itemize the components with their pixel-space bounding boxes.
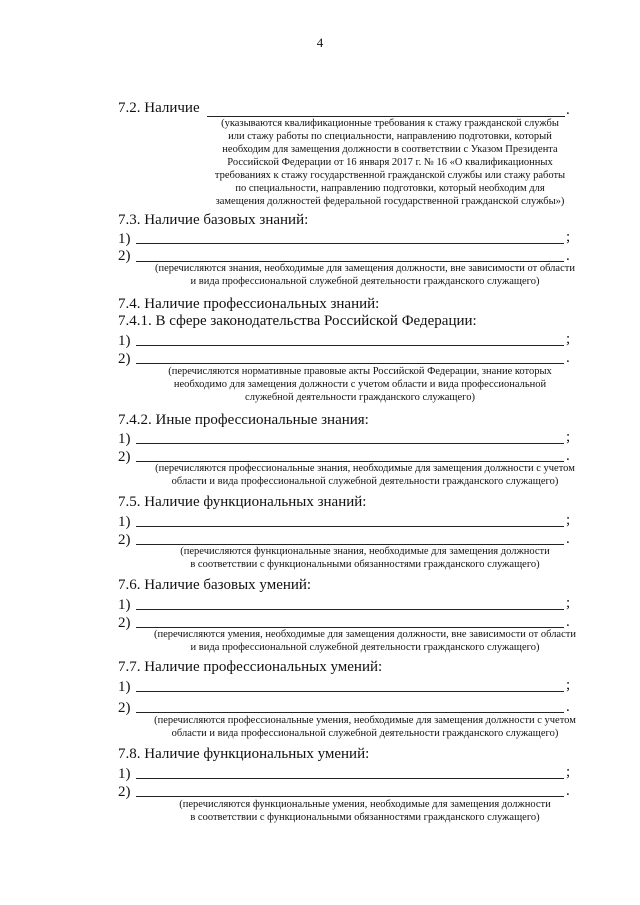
section-7-7-item-2-field[interactable]	[136, 712, 564, 713]
section-7-6-item-1-label: 1)	[118, 597, 131, 613]
section-7-7-note: (перечисляются профессиональные умения, необходимые для замещения должности с учетом области и вида профессиональной служебной деятельности гражданского служащего)	[154, 715, 576, 739]
section-7-8-item-2-label: 2)	[118, 784, 131, 800]
semicolon: ;	[566, 429, 571, 445]
period: .	[566, 350, 570, 366]
section-7-4-1-item-1-label: 1)	[118, 333, 131, 349]
section-7-7-item-1-field[interactable]	[136, 691, 564, 692]
section-7-2-heading: 7.2. Наличие	[118, 100, 200, 116]
section-7-4-2-item-2-label: 2)	[118, 449, 131, 465]
period: .	[566, 699, 570, 715]
section-7-3-item-2-label: 2)	[118, 248, 131, 264]
section-7-5-item-1-label: 1)	[118, 514, 131, 530]
section-7-7-heading: 7.7. Наличие профессиональных умений:	[118, 659, 383, 675]
section-7-2-period: .	[566, 102, 570, 118]
semicolon: ;	[566, 331, 571, 347]
section-7-4-1-item-1-field[interactable]	[136, 345, 564, 346]
section-7-5-item-1-field[interactable]	[136, 526, 564, 527]
section-7-4-1-item-2-field[interactable]	[136, 363, 564, 364]
period: .	[566, 614, 570, 630]
section-7-3-item-1-label: 1)	[118, 231, 131, 247]
section-7-7-item-2-label: 2)	[118, 700, 131, 716]
section-7-6-note: (перечисляются умения, необходимые для замещения должности, вне зависимости от области и вида профессиональной служебной деятельности гражданского служащего)	[154, 629, 576, 653]
section-7-6-item-2-label: 2)	[118, 615, 131, 631]
section-7-5-heading: 7.5. Наличие функциональных знаний:	[118, 494, 367, 510]
section-7-4-2-note: (перечисляются профессиональные знания, необходимые для замещения должности с учетом области и вида профессиональной служебной деятельности гражданского служащего)	[155, 463, 575, 487]
period: .	[566, 248, 570, 264]
section-7-3-item-1-field[interactable]	[136, 243, 564, 244]
section-7-8-item-1-label: 1)	[118, 766, 131, 782]
section-7-3-heading: 7.3. Наличие базовых знаний:	[118, 212, 309, 228]
section-7-8-item-1-field[interactable]	[136, 778, 564, 779]
semicolon: ;	[566, 764, 571, 780]
semicolon: ;	[566, 595, 571, 611]
section-7-4-2-item-1-field[interactable]	[136, 443, 564, 444]
section-7-4-2-heading: 7.4.2. Иные профессиональные знания:	[118, 412, 369, 428]
section-7-4-1-item-2-label: 2)	[118, 351, 131, 367]
section-7-4-heading: 7.4. Наличие профессиональных знаний:	[118, 296, 380, 312]
section-7-7-item-1-label: 1)	[118, 679, 131, 695]
period: .	[566, 783, 570, 799]
section-7-4-1-note: (перечисляются нормативные правовые акты Российской Федерации, знание которых необходимо для замещения должности с учетом области и вида профессиональной служебной деятельности гражданского служащего)	[168, 366, 552, 403]
semicolon: ;	[566, 512, 571, 528]
section-7-4-1-heading: 7.4.1. В сфере законодательства Российской Федерации:	[118, 313, 477, 329]
period: .	[566, 448, 570, 464]
section-7-8-heading: 7.8. Наличие функциональных умений:	[118, 746, 370, 762]
period: .	[566, 531, 570, 547]
section-7-8-note: (перечисляются функциональные умения, необходимые для замещения должности в соответствии с функциональными обязанностями гражданского служащего)	[179, 799, 551, 823]
section-7-3-note: (перечисляются знания, необходимые для замещения должности, вне зависимости от области и вида профессиональной служебной деятельности гражданского служащего)	[155, 263, 575, 287]
semicolon: ;	[566, 229, 571, 245]
section-7-2-note: (указываются квалификационные требования к стажу гражданской службы или стажу работы по специальности, направлению подготовки, который необходим для замещения должности в соответствии с Указом Президента Российской Федерации от 16 января 2017 г. № 16 «О квалификационных требованиях к стажу государственной гражданской службы или стажу работы по специальности, направлению подготовки, который необходим для замещения должностей федеральной государственной гражданской службы»)	[214, 118, 566, 207]
semicolon: ;	[566, 677, 571, 693]
section-7-6-item-1-field[interactable]	[136, 609, 564, 610]
section-7-5-item-2-label: 2)	[118, 532, 131, 548]
section-7-5-note: (перечисляются функциональные знания, необходимые для замещения должности в соответствии с функциональными обязанностями гражданского служащего)	[180, 546, 550, 570]
section-7-8-item-2-field[interactable]	[136, 796, 564, 797]
page-number: 4	[316, 35, 324, 50]
section-7-4-2-item-1-label: 1)	[118, 431, 131, 447]
section-7-6-heading: 7.6. Наличие базовых умений:	[118, 577, 312, 593]
